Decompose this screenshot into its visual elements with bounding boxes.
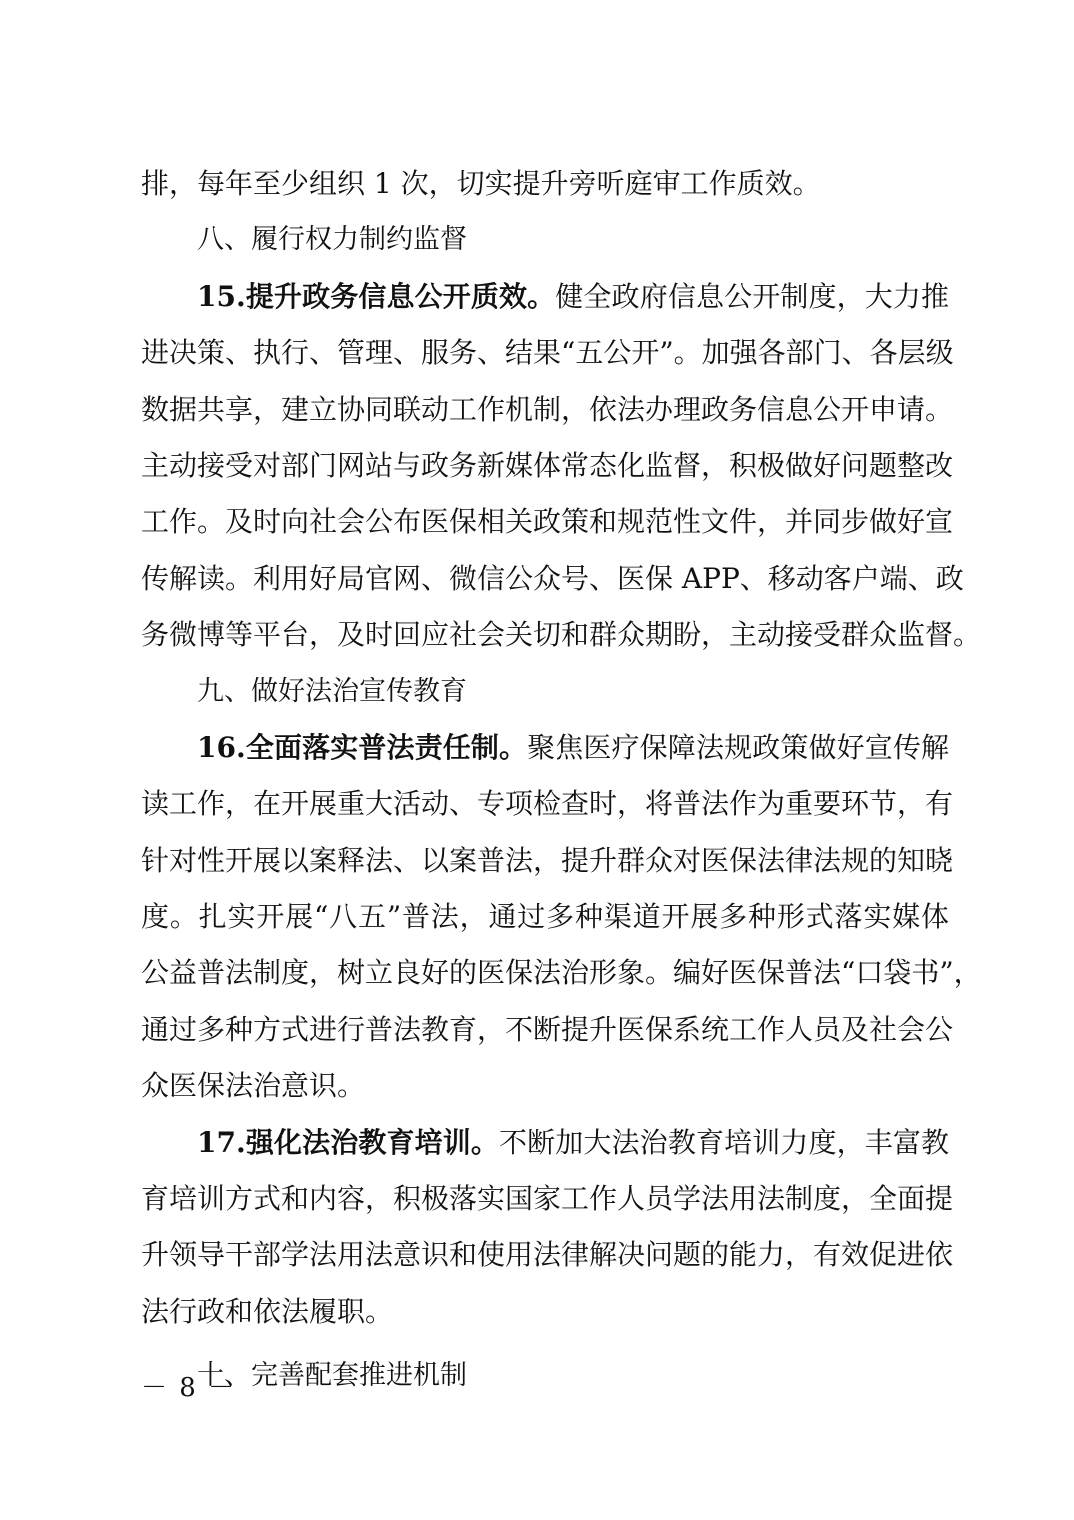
- text-line: 度。扎实开展“八五”普法，通过多种渠道开展多种形式落实媒体: [141, 900, 949, 934]
- paragraph-16-text: 聚焦医疗保障法规政策做好宣传解: [527, 730, 949, 764]
- section-heading-8: 八、履行权力制约监督: [197, 224, 467, 256]
- text-line: 通过多种方式进行普法教育，不断提升医保系统工作人员及社会公: [141, 1012, 954, 1046]
- paragraph-17-text: 不断加大法治教育培训力度，丰富教: [499, 1125, 949, 1159]
- paragraph-17-title: 17.强化法治教育培训。: [197, 1125, 500, 1159]
- paragraph-15-title: 15.提升政务信息公开质效。: [197, 279, 556, 313]
- text-line: 排，每年至少组织 1 次，切实提升旁听庭审工作质效。: [141, 167, 821, 200]
- paragraph-15-text: 健全政府信息公开制度，大力推: [555, 279, 949, 313]
- section-heading-10: 十、完善配套推进机制: [197, 1360, 467, 1392]
- text-line: 育培训方式和内容，积极落实国家工作人员学法用法制度，全面提: [141, 1182, 954, 1216]
- text-line: 传解读。利用好局官网、微信公众号、医保 APP、移动客户端、政: [141, 561, 964, 595]
- text-line: 数据共享，建立协同联动工作机制，依法办理政务信息公开申请。: [141, 392, 954, 426]
- text-line: 主动接受对部门网站与政务新媒体常态化监督，积极做好问题整改: [141, 448, 954, 482]
- page-number: － 8 －: [141, 1373, 237, 1403]
- text-line: 进决策、执行、管理、服务、结果“五公开”。加强各部门、各层级: [141, 336, 954, 370]
- paragraph-16-first-line: [141, 720, 949, 776]
- paragraph-16-title: 16.全面落实普法责任制。: [197, 730, 528, 764]
- paragraph-15-first-line: [141, 269, 949, 325]
- paragraph-17-first-line: [141, 1115, 949, 1171]
- text-line: 众医保法治意识。: [141, 1069, 366, 1103]
- text-line: 针对性开展以案释法、以案普法，提升群众对医保法律法规的知晓: [141, 843, 954, 877]
- text-line: 务微博等平台，及时回应社会关切和群众期盼，主动接受群众监督。: [141, 618, 982, 652]
- text-line: 工作。及时向社会公布医保相关政策和规范性文件，并同步做好宣: [141, 505, 954, 539]
- text-line: 公益普法制度，树立良好的医保法治形象。编好医保普法“口袋书”，: [141, 956, 982, 990]
- section-heading-9: 九、做好法治宣传教育: [197, 675, 467, 707]
- page-body: [141, 156, 982, 1405]
- text-line: 升领导干部学法用法意识和使用法律解决问题的能力，有效促进依: [141, 1238, 954, 1272]
- text-line: 读工作，在开展重大活动、专项检查时，将普法作为重要环节，有: [141, 787, 954, 821]
- text-line: 法行政和依法履职。: [141, 1294, 394, 1328]
